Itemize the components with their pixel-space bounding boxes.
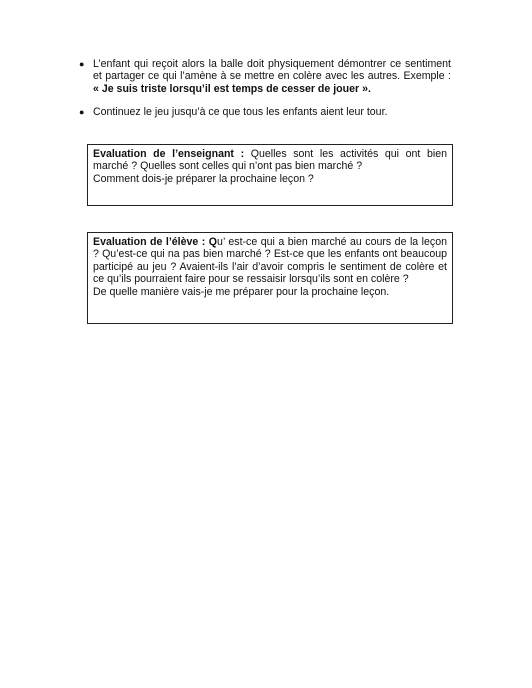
bullet-text: Continuez le jeu jusqu’à ce que tous les enfants aient leur tour.: [93, 106, 388, 119]
teacher-evaluation-box: [87, 144, 453, 206]
student-evaluation-heading: Evaluation de l’élève :: [93, 236, 206, 248]
instruction-list: [79, 58, 451, 130]
example-quote: « Je suis triste lorsqu’il est temps de cesser de jouer »: [93, 82, 368, 95]
student-evaluation-body: u’ est-ce qui a bien marché au cours de la leçon ? Qu’est-ce qui na pas bien marché ? Est-ce que les enfants ont beaucoup participé au jeu ? Avaient-ils l’air d’avoir compris le sentiment de colère et ce qu’ils pourraient faire pour se ressaisir lorsqu’ils sont en colère ?: [93, 236, 448, 286]
teacher-evaluation-heading: Evaluation de l’enseignant :: [93, 148, 245, 160]
student-evaluation-bold-letter: Q: [205, 236, 218, 248]
bullet-text: L’enfant qui reçoit alors la balle doit physiquement démontrer ce sentiment et partager ce qui l’amène à se mettre en colère avec les autres. Exemple :: [93, 58, 451, 83]
teacher-evaluation-question: Comment dois-je préparer la prochaine leçon ?: [93, 172, 314, 185]
list-item: [79, 106, 451, 118]
student-evaluation-question: De quelle manière vais-je me préparer pour la prochaine leçon.: [93, 285, 390, 298]
teacher-evaluation-body: Quelles sont les activités qui ont bien marché ? Quelles sont celles qui n’ont pas bien marché ?: [93, 148, 447, 173]
teacher-evaluation-text: [93, 148, 447, 173]
bullet-icon: ●: [79, 59, 85, 69]
bullet-end: .: [367, 82, 371, 95]
student-evaluation-text: [93, 236, 447, 286]
bullet-icon: ●: [79, 107, 85, 118]
list-item: [79, 58, 451, 95]
student-evaluation-box: [87, 232, 453, 324]
